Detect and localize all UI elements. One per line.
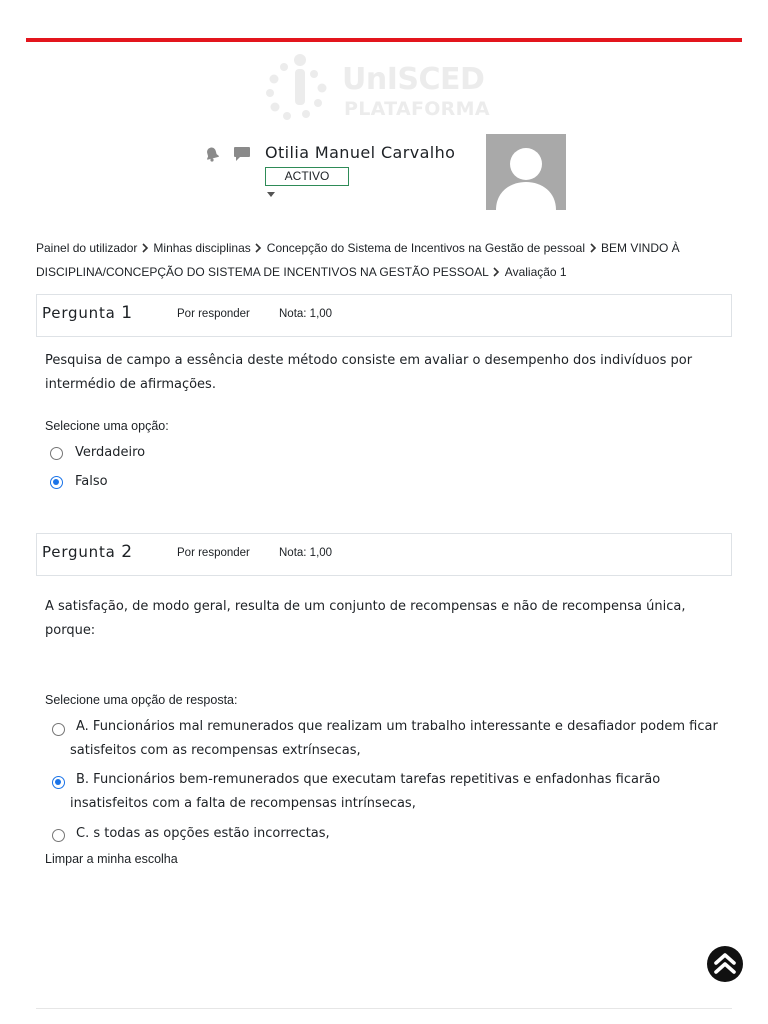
breadcrumb-item[interactable]: Painel do utilizador [36,241,138,255]
option-label: A. Funcionários mal remunerados que realizam um trabalho interessante e desafiador podem ficar satisfeitos com as recompensas extrínsecas, [70,719,718,758]
question-1-prompt: Selecione uma opção: [45,419,169,433]
question-1-header [36,294,732,337]
logo-subtitle: PLATAFORMA [344,98,490,120]
option-label: Verdadeiro [75,445,146,460]
chat-icon[interactable] [233,146,251,162]
breadcrumb-item-current[interactable]: Avaliação 1 [504,265,567,279]
breadcrumb-separator-icon [251,236,267,260]
question-2-option-b[interactable] [45,768,735,815]
breadcrumb-separator-icon [585,236,601,260]
question-2-prompt: Selecione uma opção de resposta: [45,693,238,707]
logo-name: UnISCED [342,62,485,97]
user-name[interactable]: Otilia Manuel Carvalho [265,143,456,162]
radio-button[interactable] [50,447,63,460]
clear-choice-link[interactable]: Limpar a minha escolha [45,852,178,866]
scroll-to-top-icon [707,946,743,982]
question-label: Pergunta [42,304,116,322]
scroll-to-top-button[interactable] [707,946,743,982]
breadcrumb [36,236,736,284]
question-number: 1 [121,303,133,323]
question-state: Por responder [177,547,250,559]
question-label: Pergunta [42,543,116,561]
question-title [42,542,133,562]
user-menu [200,134,580,214]
footer-divider [36,1008,732,1009]
question-grade: Nota: 1,00 [279,308,333,320]
status-badge: ACTIVO [265,167,349,186]
bell-icon[interactable] [204,146,220,162]
radio-button-selected[interactable] [50,476,63,489]
question-2-header [36,533,732,576]
radio-button[interactable] [52,723,65,736]
breadcrumb-separator-icon [137,236,153,260]
question-title [42,303,133,323]
question-2-option-a[interactable] [45,715,735,762]
radio-button-selected[interactable] [52,776,65,789]
breadcrumb-item[interactable]: BEM VINDO À DISCIPLINA/CONCEPÇÃO DO SISTEMA DE INCENTIVOS NA GESTÃO PESSOAL [36,241,680,279]
avatar[interactable] [486,134,566,210]
question-2-text: A satisfação, de modo geral, resulta de um conjunto de recompensas e não de recompensa única, porque: [45,599,686,638]
breadcrumb-separator-icon [489,260,505,284]
radio-button[interactable] [52,829,65,842]
question-number: 2 [121,542,133,562]
breadcrumb-item[interactable]: Minhas disciplinas [153,241,251,255]
top-accent-bar [26,38,742,42]
user-avatar-icon [486,134,566,210]
caret-down-icon[interactable] [267,192,275,197]
question-2-option-c[interactable] [45,822,735,846]
option-label: Falso [75,474,108,489]
breadcrumb-item[interactable]: Concepção do Sistema de Incentivos na Gestão de pessoal [266,241,585,255]
option-label: B. Funcionários bem-remunerados que executam tarefas repetitivas e enfadonhas ficarão insatisfeitos com a falta de recompensas intrínsecas, [70,772,661,811]
option-label: C. s todas as opções estão incorrectas, [76,826,330,841]
question-grade: Nota: 1,00 [279,547,333,559]
question-state: Por responder [177,308,250,320]
site-logo[interactable] [262,52,507,122]
question-1-text: Pesquisa de campo a essência deste método consiste em avaliar o desempenho dos indivíduos por intermédio de afirmações. [45,353,693,392]
logo-dots-icon [262,52,332,122]
